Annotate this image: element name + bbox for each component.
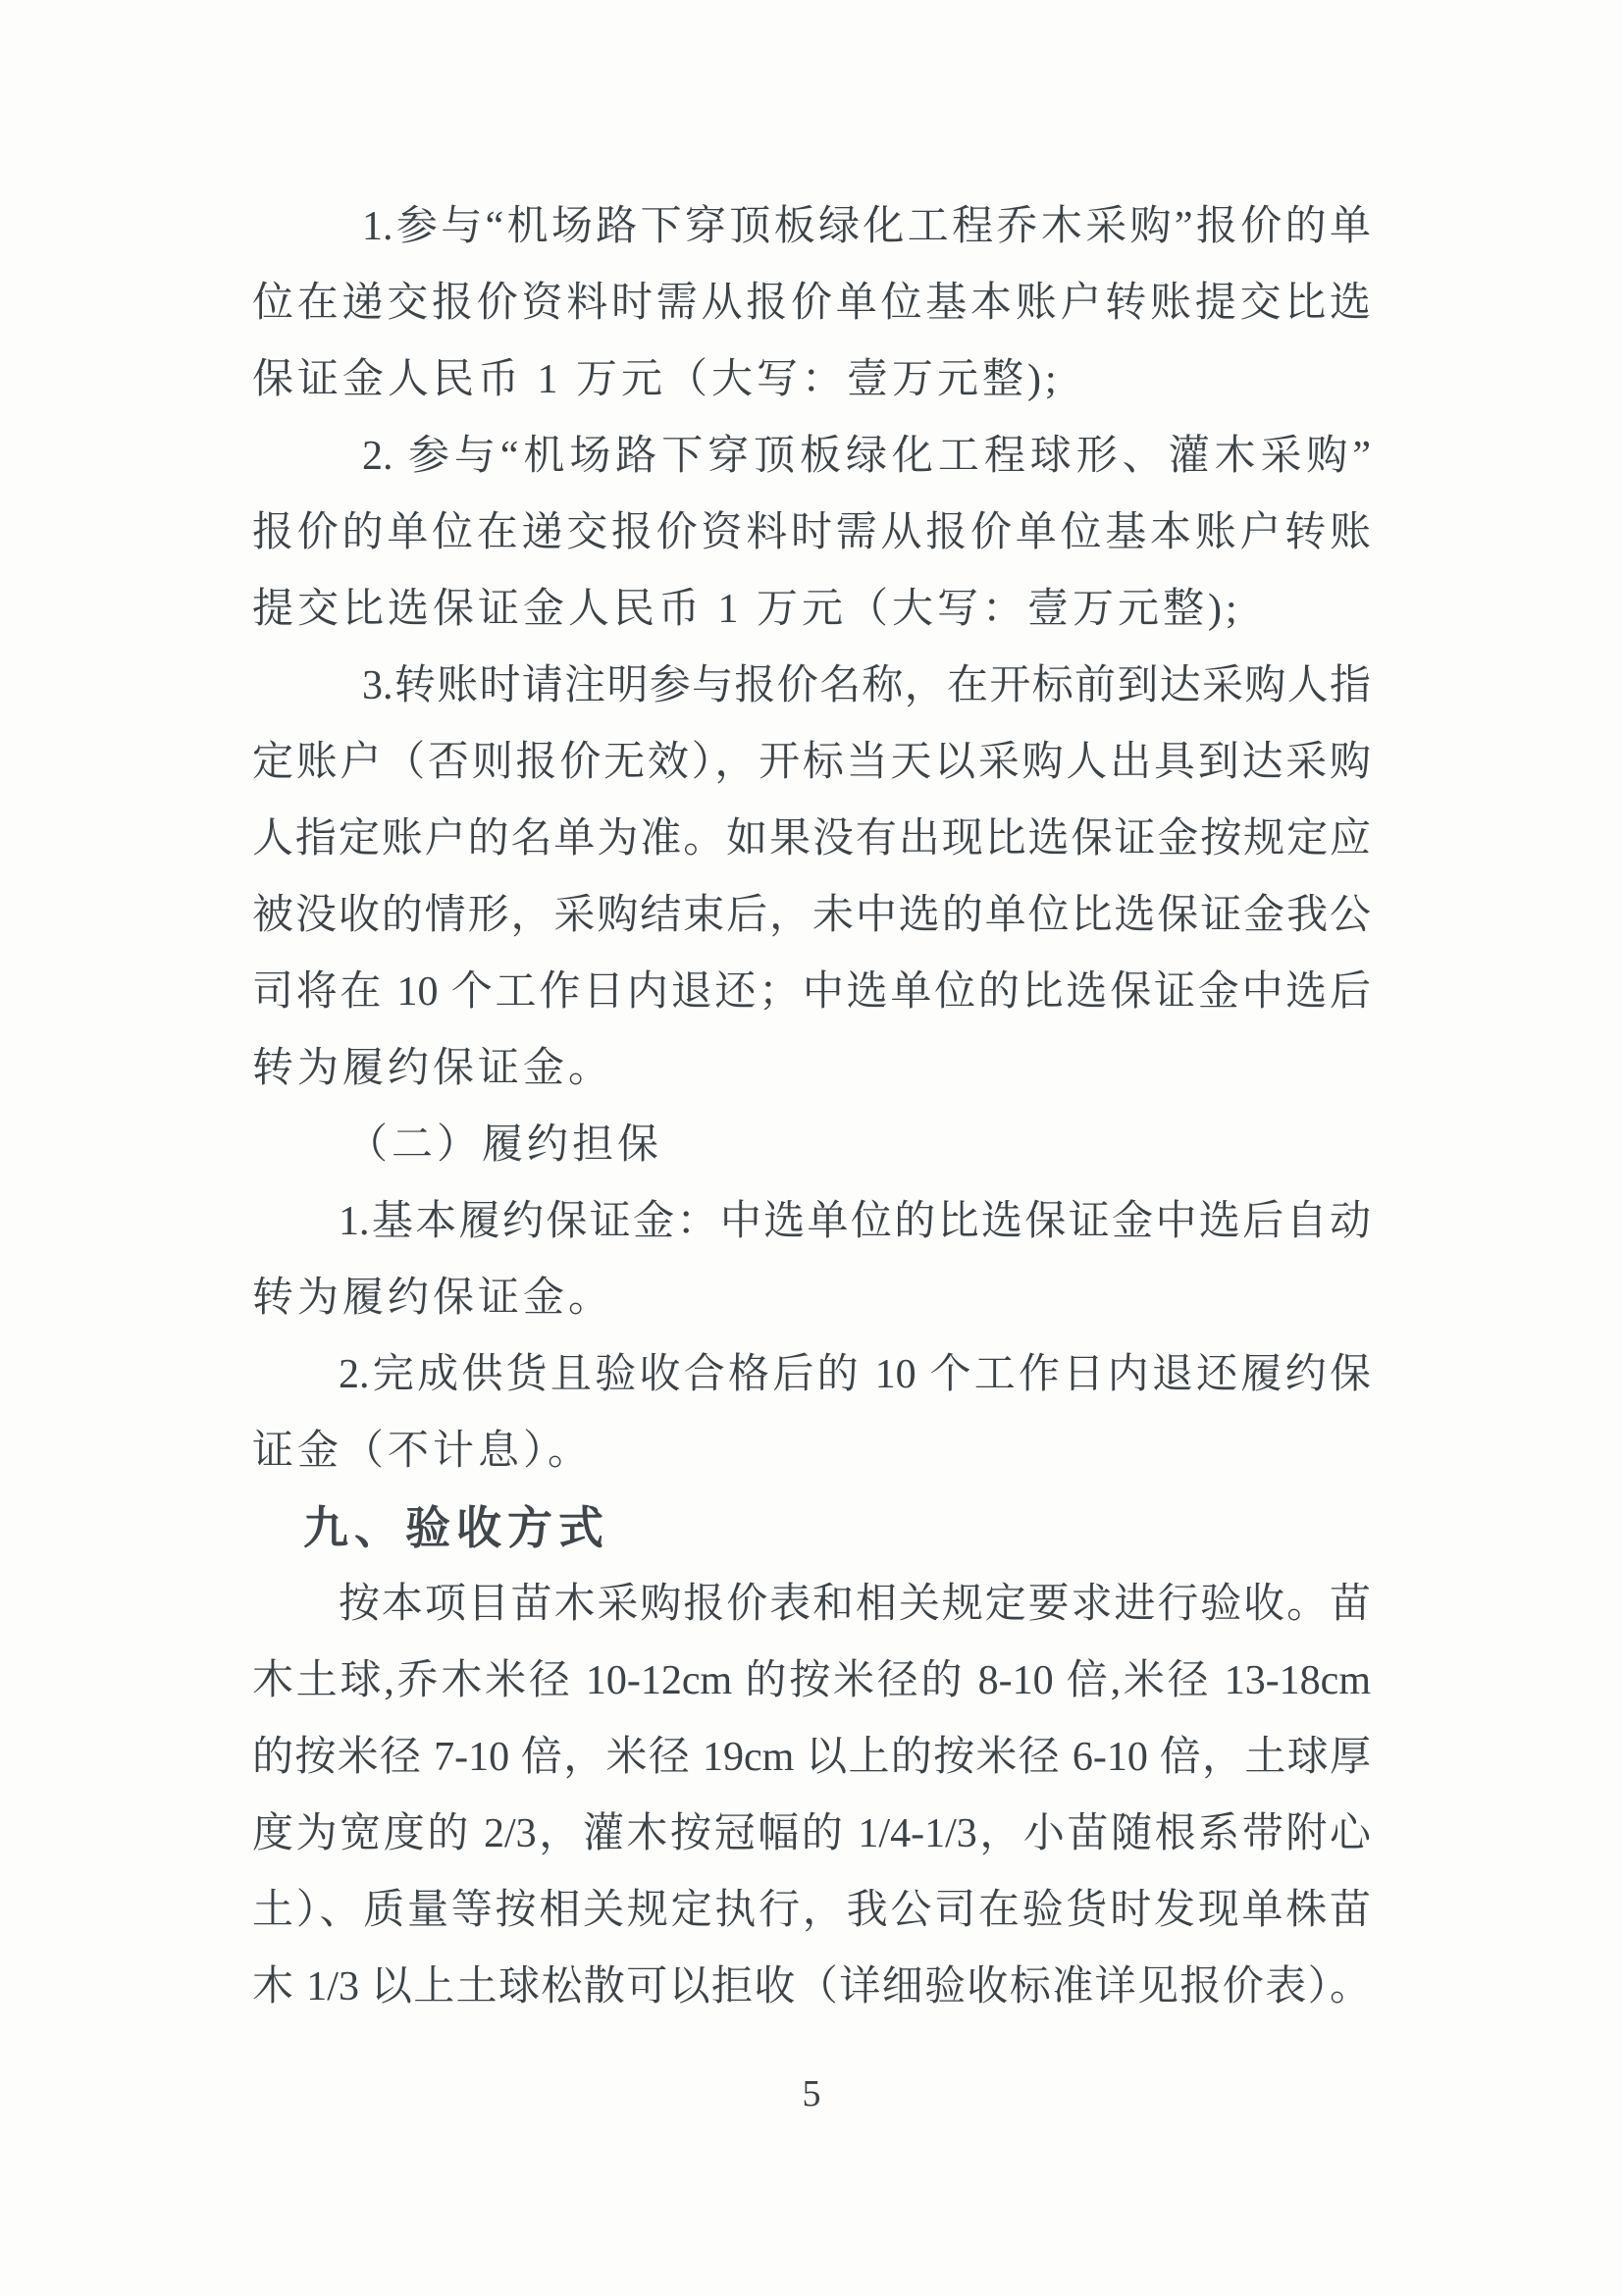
text-line: 司将在 10 个工作日内退还；中选单位的比选保证金中选后 xyxy=(252,969,1371,1015)
text-line: 人指定账户的名单为准。如果没有出现比选保证金按规定应 xyxy=(252,816,1371,861)
text-line: 保证金人民币 1 万元（大写：壹万元整); xyxy=(252,357,1061,402)
text-line: 报价的单位在递交报价资料时需从报价单位基本账户转账 xyxy=(252,510,1371,555)
text-line: 证金（不计息）。 xyxy=(252,1429,594,1474)
text-line: 3.转账时请注明参与报价名称，在开标前到达采购人指 xyxy=(362,663,1371,708)
subheading-performance-guarantee xyxy=(252,1107,1371,1183)
text-line: 土）、质量等按相关规定执行，我公司在验货时发现单株苗 xyxy=(252,1888,1371,1933)
text-line: 定账户（否则报价无效），开标当天以采购人出具到达采购 xyxy=(252,740,1371,785)
text-line: 2. 参与“机场路下穿顶板绿化工程球形、灌木采购” xyxy=(362,434,1371,479)
text-line: 度为宽度的 2/3，灌木按冠幅的 1/4-1/3，小苗随根系带附心 xyxy=(252,1811,1371,1856)
text-line: 提交比选保证金人民币 1 万元（大写：壹万元整); xyxy=(252,587,1241,632)
text-line: 木土球,乔木米径 10-12cm 的按米径的 8-10 倍,米径 13-18cm xyxy=(252,1658,1371,1703)
clause-2-bid-bond-shrub xyxy=(252,418,1371,648)
text-line: 1.基本履约保证金：中选单位的比选保证金中选后自动 xyxy=(339,1199,1371,1244)
document-body xyxy=(252,188,1371,2025)
text-line: 位在递交报价资料时需从报价单位基本账户转账提交比选 xyxy=(252,281,1371,326)
section-heading-text: 九、验收方式 xyxy=(303,1502,609,1553)
clause-acceptance-detail xyxy=(252,1566,1371,2025)
text-line: 转为履约保证金。 xyxy=(252,1046,614,1091)
text-line: 2.完成供货且验收合格后的 10 个工作日内退还履约保 xyxy=(339,1352,1371,1397)
text-line: 转为履约保证金。 xyxy=(252,1276,614,1321)
clause-bond-refund xyxy=(252,1336,1371,1489)
text-line: （二）履约担保 xyxy=(346,1122,663,1168)
heading-acceptance-method xyxy=(252,1489,1371,1566)
text-line: 木 1/3 以上土球松散可以拒收（详细验收标准详见报价表）。 xyxy=(252,1964,1371,2009)
text-line: 按本项目苗木采购报价表和相关规定要求进行验收。苗 xyxy=(339,1582,1371,1627)
text-line: 1.参与“机场路下穿顶板绿化工程乔木采购”报价的单 xyxy=(362,204,1371,249)
page-number: 5 xyxy=(802,2073,821,2114)
clause-3-transfer-note xyxy=(252,648,1371,1107)
text-line: 被没收的情形，采购结束后，未中选的单位比选保证金我公 xyxy=(252,893,1371,938)
clause-basic-performance-bond xyxy=(252,1183,1371,1336)
clause-1-bid-bond-arbor xyxy=(252,188,1371,418)
text-line: 的按米径 7-10 倍，米径 19cm 以上的按米径 6-10 倍，土球厚 xyxy=(252,1735,1371,1780)
